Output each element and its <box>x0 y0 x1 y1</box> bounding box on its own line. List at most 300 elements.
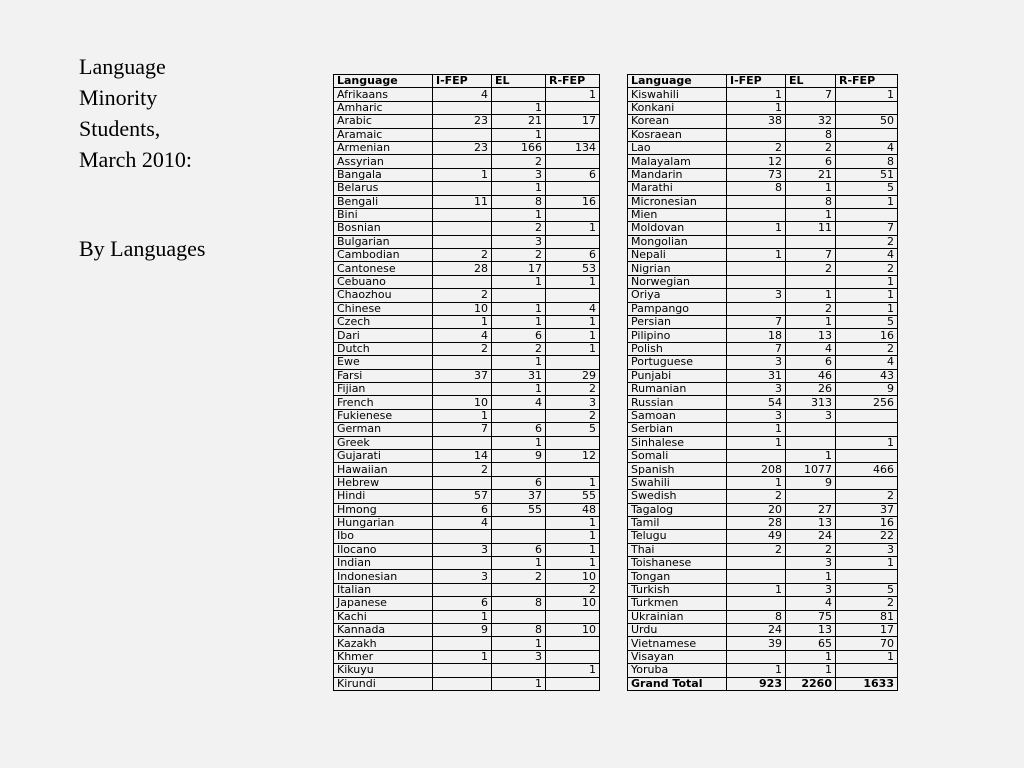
table-row <box>334 516 600 529</box>
language-cell: Fijian <box>334 382 433 395</box>
rfep-cell <box>546 610 600 623</box>
el-cell <box>492 664 546 677</box>
el-cell: 6 <box>786 155 836 168</box>
rfep-cell: 22 <box>836 530 898 543</box>
language-cell: Farsi <box>334 369 433 382</box>
el-cell: 37 <box>492 490 546 503</box>
slide-title <box>79 51 279 175</box>
language-cell: Punjabi <box>628 369 727 382</box>
ifep-cell: 2 <box>727 490 786 503</box>
ifep-cell: 14 <box>433 449 492 462</box>
language-cell: Mandarin <box>628 168 727 181</box>
rfep-cell: 134 <box>546 141 600 154</box>
ifep-cell: 2 <box>433 289 492 302</box>
language-cell: Gujarati <box>334 449 433 462</box>
table-row <box>334 88 600 101</box>
rfep-cell: 1 <box>546 316 600 329</box>
el-cell <box>786 275 836 288</box>
table-row <box>628 249 898 262</box>
language-cell: Belarus <box>334 182 433 195</box>
table-row <box>334 624 600 637</box>
language-cell: Chinese <box>334 302 433 315</box>
language-cell: Oriya <box>628 289 727 302</box>
language-cell: Micronesian <box>628 195 727 208</box>
rfep-cell: 37 <box>836 503 898 516</box>
rfep-cell <box>546 637 600 650</box>
ifep-cell: 1 <box>433 610 492 623</box>
language-cell: Kosraean <box>628 128 727 141</box>
language-cell: Mien <box>628 208 727 221</box>
table-row <box>628 570 898 583</box>
table-row <box>628 597 898 610</box>
table-row <box>628 168 898 181</box>
table-row <box>334 382 600 395</box>
table-row <box>334 182 600 195</box>
rfep-cell <box>836 449 898 462</box>
language-cell: Serbian <box>628 423 727 436</box>
rfep-cell: 466 <box>836 463 898 476</box>
table-row <box>628 289 898 302</box>
table-row <box>334 570 600 583</box>
rfep-cell: 1 <box>836 195 898 208</box>
language-cell: Pilipino <box>628 329 727 342</box>
table-row <box>628 141 898 154</box>
language-cell: Malayalam <box>628 155 727 168</box>
language-cell: Bengali <box>334 195 433 208</box>
language-table-left <box>333 74 600 691</box>
language-cell: Bini <box>334 208 433 221</box>
el-cell: 31 <box>492 369 546 382</box>
el-cell: 4 <box>786 342 836 355</box>
ifep-cell: 1 <box>433 409 492 422</box>
el-cell: 75 <box>786 610 836 623</box>
el-cell: 313 <box>786 396 836 409</box>
table-row <box>334 329 600 342</box>
language-cell: Cebuano <box>334 275 433 288</box>
ifep-cell: 2 <box>727 543 786 556</box>
el-cell: 1 <box>786 316 836 329</box>
table-row <box>334 208 600 221</box>
table-row <box>628 449 898 462</box>
table-row <box>628 624 898 637</box>
el-cell: 4 <box>492 396 546 409</box>
ifep-cell <box>727 570 786 583</box>
el-cell: 3 <box>786 557 836 570</box>
ifep-cell: 3 <box>727 289 786 302</box>
language-cell: Moldovan <box>628 222 727 235</box>
ifep-cell: 923 <box>727 677 786 690</box>
ifep-cell: 2 <box>433 342 492 355</box>
table-row <box>334 449 600 462</box>
rfep-cell: 2 <box>836 235 898 248</box>
language-cell: Rumanian <box>628 382 727 395</box>
language-cell: Pampango <box>628 302 727 315</box>
rfep-cell: 5 <box>836 182 898 195</box>
table-row <box>628 222 898 235</box>
table-row <box>628 208 898 221</box>
el-cell: 6 <box>492 476 546 489</box>
language-cell: Ukrainian <box>628 610 727 623</box>
ifep-cell: 3 <box>727 409 786 422</box>
language-cell: Dutch <box>334 342 433 355</box>
el-cell: 7 <box>786 88 836 101</box>
language-cell: Indonesian <box>334 570 433 583</box>
ifep-cell <box>727 195 786 208</box>
ifep-cell <box>433 436 492 449</box>
language-cell: Ibo <box>334 530 433 543</box>
table-row <box>628 664 898 677</box>
language-cell: Tongan <box>628 570 727 583</box>
rfep-cell: 1 <box>836 650 898 663</box>
rfep-cell <box>546 155 600 168</box>
title-line: Minority <box>79 85 158 110</box>
rfep-cell: 2 <box>836 262 898 275</box>
rfep-cell <box>836 423 898 436</box>
table-row <box>334 664 600 677</box>
language-cell: Bosnian <box>334 222 433 235</box>
rfep-cell <box>546 208 600 221</box>
el-cell: 1077 <box>786 463 836 476</box>
rfep-cell: 81 <box>836 610 898 623</box>
table-header-row <box>334 75 600 88</box>
ifep-cell: 4 <box>433 329 492 342</box>
rfep-cell: 1 <box>836 302 898 315</box>
rfep-cell <box>836 476 898 489</box>
language-table-right <box>627 74 898 691</box>
el-cell: 13 <box>786 516 836 529</box>
language-cell: Indian <box>334 557 433 570</box>
title-line: Students, <box>79 116 161 141</box>
rfep-cell: 53 <box>546 262 600 275</box>
table-row <box>628 583 898 596</box>
rfep-cell: 9 <box>836 382 898 395</box>
table-row <box>334 222 600 235</box>
ifep-cell <box>433 664 492 677</box>
el-cell <box>786 235 836 248</box>
language-cell: Cambodian <box>334 249 433 262</box>
rfep-cell: 8 <box>836 155 898 168</box>
language-cell: Greek <box>334 436 433 449</box>
table-row <box>628 235 898 248</box>
language-cell: Tamil <box>628 516 727 529</box>
language-cell: Czech <box>334 316 433 329</box>
el-cell: 3 <box>786 409 836 422</box>
el-cell: 1 <box>492 101 546 114</box>
language-cell: Hawaiian <box>334 463 433 476</box>
el-cell: 8 <box>492 597 546 610</box>
language-cell: Hungarian <box>334 516 433 529</box>
ifep-cell <box>727 449 786 462</box>
el-cell <box>786 423 836 436</box>
ifep-cell <box>727 597 786 610</box>
rfep-cell: 256 <box>836 396 898 409</box>
table-row <box>334 115 600 128</box>
rfep-cell <box>546 182 600 195</box>
table-row <box>334 503 600 516</box>
ifep-cell <box>433 382 492 395</box>
el-cell: 3 <box>786 583 836 596</box>
language-cell: Grand Total <box>628 677 727 690</box>
rfep-cell: 2 <box>546 409 600 422</box>
table-row <box>628 128 898 141</box>
ifep-cell: 4 <box>433 516 492 529</box>
language-cell: Samoan <box>628 409 727 422</box>
ifep-cell <box>433 356 492 369</box>
el-cell: 17 <box>492 262 546 275</box>
el-cell: 1 <box>492 637 546 650</box>
el-cell: 3 <box>492 235 546 248</box>
language-cell: Kachi <box>334 610 433 623</box>
el-cell: 1 <box>492 677 546 690</box>
language-cell: Sinhalese <box>628 436 727 449</box>
el-cell <box>492 88 546 101</box>
rfep-cell <box>836 128 898 141</box>
table-row <box>628 155 898 168</box>
rfep-cell: 5 <box>546 423 600 436</box>
el-cell: 1 <box>786 208 836 221</box>
rfep-cell: 1 <box>546 557 600 570</box>
table-row <box>628 610 898 623</box>
rfep-cell <box>546 128 600 141</box>
el-cell <box>492 530 546 543</box>
table-row <box>334 141 600 154</box>
el-cell: 2260 <box>786 677 836 690</box>
el-cell: 1 <box>492 557 546 570</box>
el-cell <box>492 463 546 476</box>
rfep-cell: 2 <box>546 583 600 596</box>
ifep-cell: 1 <box>727 222 786 235</box>
ifep-cell: 1 <box>727 101 786 114</box>
language-cell: Kikuyu <box>334 664 433 677</box>
table-row <box>334 356 600 369</box>
language-cell: Chaozhou <box>334 289 433 302</box>
ifep-cell <box>433 637 492 650</box>
language-cell: Assyrian <box>334 155 433 168</box>
ifep-cell: 9 <box>433 624 492 637</box>
rfep-cell: 4 <box>836 249 898 262</box>
rfep-cell: 10 <box>546 624 600 637</box>
ifep-cell: 10 <box>433 396 492 409</box>
ifep-cell: 11 <box>433 195 492 208</box>
table-row <box>334 530 600 543</box>
rfep-cell: 55 <box>546 490 600 503</box>
table-row <box>628 302 898 315</box>
table-row <box>334 476 600 489</box>
table-row <box>628 650 898 663</box>
table-row <box>628 436 898 449</box>
header-rfep: R-FEP <box>836 75 898 88</box>
language-cell: Thai <box>628 543 727 556</box>
el-cell: 26 <box>786 382 836 395</box>
ifep-cell: 57 <box>433 490 492 503</box>
table-row <box>334 463 600 476</box>
el-cell: 166 <box>492 141 546 154</box>
language-cell: Somali <box>628 449 727 462</box>
language-cell: Turkmen <box>628 597 727 610</box>
table-row <box>628 275 898 288</box>
ifep-cell: 23 <box>433 141 492 154</box>
table-row <box>334 155 600 168</box>
ifep-cell: 1 <box>727 664 786 677</box>
language-cell: Bulgarian <box>334 235 433 248</box>
language-cell: Visayan <box>628 650 727 663</box>
rfep-cell: 1 <box>546 222 600 235</box>
language-cell: Urdu <box>628 624 727 637</box>
ifep-cell: 10 <box>433 302 492 315</box>
table-row <box>334 101 600 114</box>
rfep-cell: 3 <box>546 396 600 409</box>
table-row <box>334 436 600 449</box>
el-cell <box>492 409 546 422</box>
table-row <box>334 316 600 329</box>
el-cell: 1 <box>492 128 546 141</box>
table-row <box>628 316 898 329</box>
table-row <box>628 369 898 382</box>
el-cell: 3 <box>492 168 546 181</box>
ifep-cell: 7 <box>433 423 492 436</box>
table-row <box>628 543 898 556</box>
el-cell: 1 <box>492 316 546 329</box>
ifep-cell <box>727 128 786 141</box>
el-cell: 2 <box>786 141 836 154</box>
ifep-cell: 12 <box>727 155 786 168</box>
rfep-cell <box>546 677 600 690</box>
table-row <box>334 637 600 650</box>
ifep-cell: 208 <box>727 463 786 476</box>
rfep-cell: 1 <box>546 516 600 529</box>
rfep-cell <box>836 101 898 114</box>
ifep-cell <box>433 275 492 288</box>
rfep-cell: 2 <box>836 597 898 610</box>
table-row <box>334 342 600 355</box>
table-row <box>628 382 898 395</box>
el-cell: 1 <box>786 570 836 583</box>
header-language: Language <box>334 75 433 88</box>
language-cell: Afrikaans <box>334 88 433 101</box>
rfep-cell: 16 <box>836 516 898 529</box>
ifep-cell <box>433 476 492 489</box>
ifep-cell: 2 <box>727 141 786 154</box>
table-header-row <box>628 75 898 88</box>
language-cell: Toishanese <box>628 557 727 570</box>
el-cell: 2 <box>786 543 836 556</box>
rfep-cell: 17 <box>546 115 600 128</box>
language-cell: Cantonese <box>334 262 433 275</box>
language-cell: Polish <box>628 342 727 355</box>
ifep-cell: 39 <box>727 637 786 650</box>
language-cell: Nigrian <box>628 262 727 275</box>
table-row <box>628 396 898 409</box>
ifep-cell: 1 <box>727 436 786 449</box>
el-cell: 1 <box>786 664 836 677</box>
table-row <box>334 557 600 570</box>
table-row <box>334 128 600 141</box>
table-row <box>334 249 600 262</box>
language-cell: Norwegian <box>628 275 727 288</box>
language-cell: Vietnamese <box>628 637 727 650</box>
header-ifep: I-FEP <box>727 75 786 88</box>
ifep-cell <box>433 235 492 248</box>
el-cell: 2 <box>492 342 546 355</box>
rfep-cell <box>546 356 600 369</box>
language-cell: Hebrew <box>334 476 433 489</box>
ifep-cell: 1 <box>433 316 492 329</box>
el-cell <box>492 289 546 302</box>
ifep-cell: 3 <box>727 382 786 395</box>
el-cell: 11 <box>786 222 836 235</box>
language-cell: Armenian <box>334 141 433 154</box>
header-el: EL <box>492 75 546 88</box>
el-cell: 6 <box>492 329 546 342</box>
title-line: March 2010: <box>79 147 193 172</box>
table-row <box>334 409 600 422</box>
rfep-cell: 1 <box>836 436 898 449</box>
table-row <box>334 302 600 315</box>
el-cell <box>492 583 546 596</box>
ifep-cell: 24 <box>727 624 786 637</box>
language-cell: Italian <box>334 583 433 596</box>
el-cell: 1 <box>786 449 836 462</box>
ifep-cell: 7 <box>727 342 786 355</box>
language-cell: Arabic <box>334 115 433 128</box>
ifep-cell: 1 <box>727 476 786 489</box>
language-cell: Kannada <box>334 624 433 637</box>
ifep-cell <box>727 302 786 315</box>
el-cell: 2 <box>492 155 546 168</box>
table-row <box>334 289 600 302</box>
rfep-cell: 4 <box>836 356 898 369</box>
language-cell: Tagalog <box>628 503 727 516</box>
rfep-cell: 1 <box>836 289 898 302</box>
language-cell: Lao <box>628 141 727 154</box>
ifep-cell <box>433 208 492 221</box>
el-cell: 6 <box>492 423 546 436</box>
el-cell: 13 <box>786 329 836 342</box>
table-row <box>334 235 600 248</box>
table-row <box>628 557 898 570</box>
table-row <box>628 356 898 369</box>
rfep-cell <box>836 409 898 422</box>
ifep-cell: 8 <box>727 182 786 195</box>
el-cell: 2 <box>786 262 836 275</box>
language-cell: Korean <box>628 115 727 128</box>
ifep-cell: 54 <box>727 396 786 409</box>
language-cell: Bangala <box>334 168 433 181</box>
el-cell: 4 <box>786 597 836 610</box>
el-cell: 32 <box>786 115 836 128</box>
language-cell: Portuguese <box>628 356 727 369</box>
language-cell: Persian <box>628 316 727 329</box>
language-cell: Swedish <box>628 490 727 503</box>
el-cell <box>492 610 546 623</box>
rfep-cell: 1 <box>546 275 600 288</box>
rfep-cell: 51 <box>836 168 898 181</box>
table-row <box>334 543 600 556</box>
table-row <box>628 490 898 503</box>
table-row <box>628 503 898 516</box>
el-cell: 1 <box>492 436 546 449</box>
el-cell: 1 <box>786 650 836 663</box>
ifep-cell: 1 <box>727 249 786 262</box>
rfep-cell: 43 <box>836 369 898 382</box>
ifep-cell: 37 <box>433 369 492 382</box>
rfep-cell: 5 <box>836 583 898 596</box>
ifep-cell: 20 <box>727 503 786 516</box>
el-cell: 8 <box>786 195 836 208</box>
language-cell: Nepali <box>628 249 727 262</box>
table-row <box>628 329 898 342</box>
language-cell: Spanish <box>628 463 727 476</box>
